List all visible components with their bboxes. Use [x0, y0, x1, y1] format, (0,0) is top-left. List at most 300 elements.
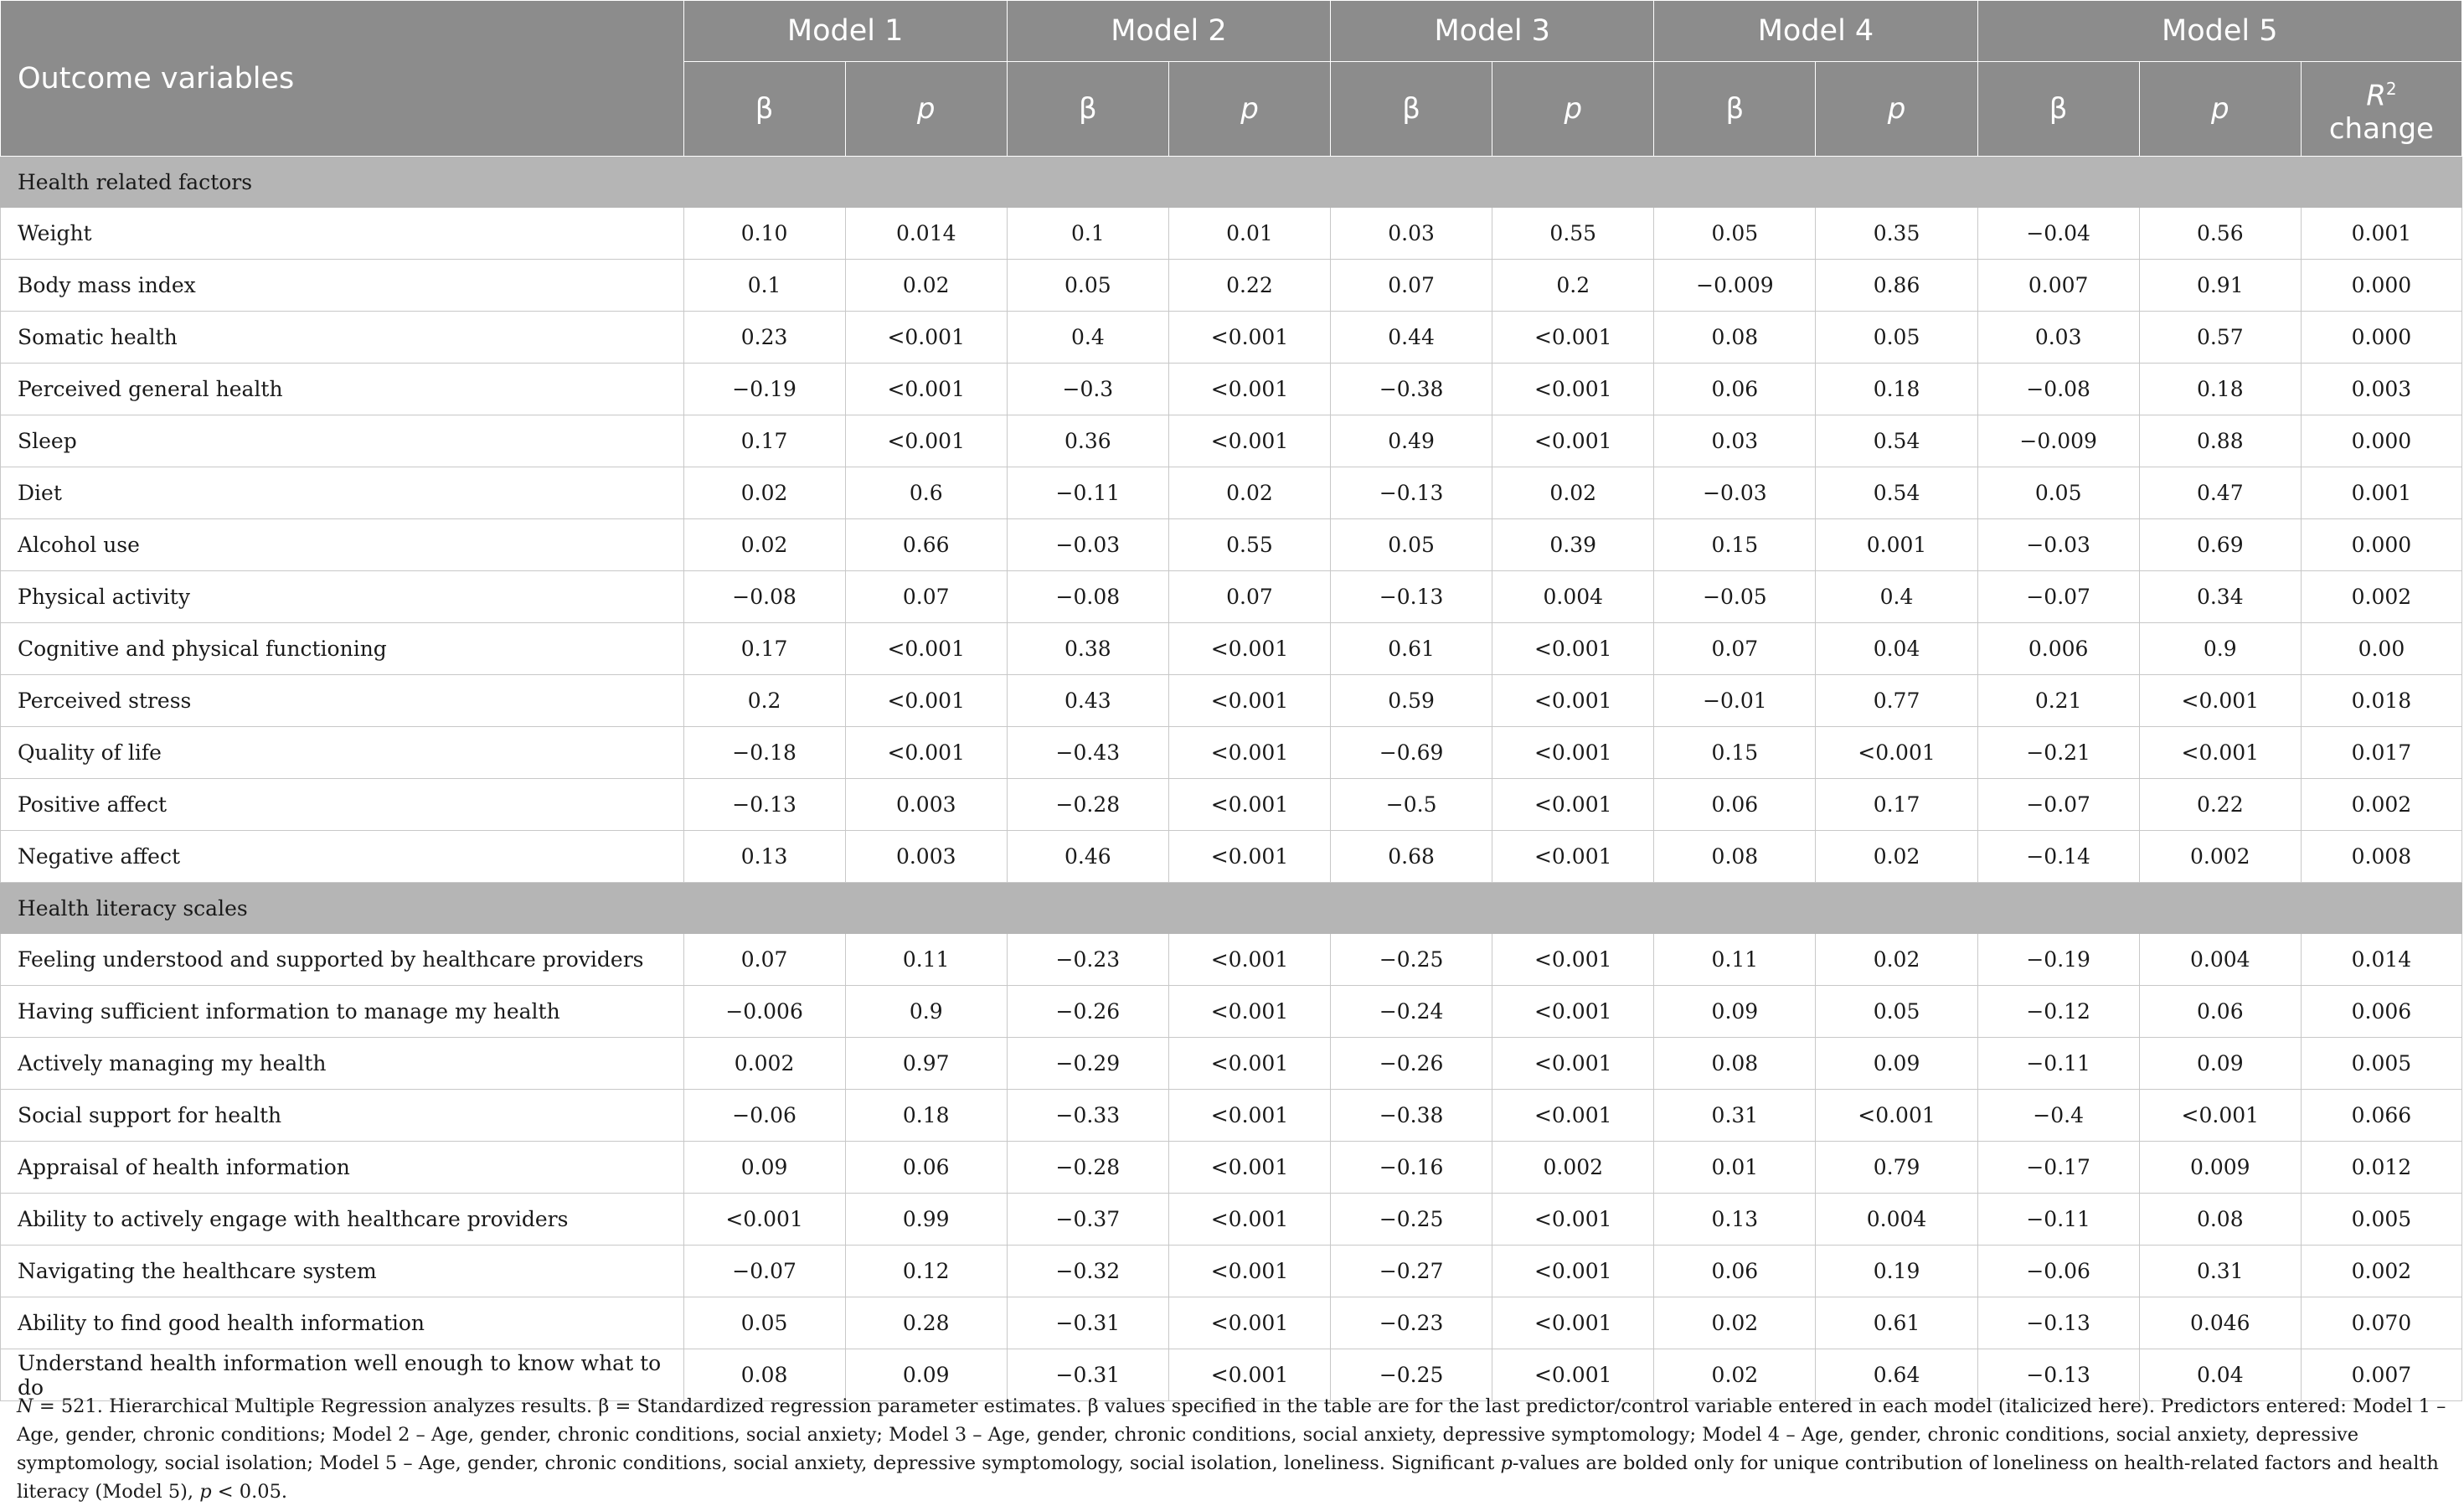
- beta-header: β: [683, 62, 845, 157]
- table-cell: −0.13: [1331, 467, 1492, 519]
- table-cell: −0.13: [1331, 571, 1492, 623]
- table-cell: 0.11: [1654, 934, 1816, 986]
- row-label: Positive affect: [1, 779, 684, 831]
- table-cell: 0.08: [683, 1349, 845, 1401]
- table-cell: 0.000: [2301, 519, 2461, 571]
- table-cell: 0.014: [2301, 934, 2461, 986]
- table-cell: −0.03: [1977, 519, 2139, 571]
- table-cell: 0.005: [2301, 1194, 2461, 1246]
- table-cell: −0.37: [1007, 1194, 1168, 1246]
- table-cell: <0.001: [1492, 623, 1654, 675]
- table-cell: 0.014: [845, 208, 1007, 260]
- table-cell: −0.25: [1331, 1194, 1492, 1246]
- table-cell: 0.002: [2139, 831, 2301, 883]
- table-cell: 0.19: [1816, 1246, 1977, 1297]
- table-cell: 0.97: [845, 1038, 1007, 1090]
- row-label: Perceived stress: [1, 675, 684, 727]
- table-cell: −0.26: [1331, 1038, 1492, 1090]
- table-cell: 0.17: [1816, 779, 1977, 831]
- table-cell: 0.09: [2139, 1038, 2301, 1090]
- table-cell: −0.16: [1331, 1142, 1492, 1194]
- section-row: [1, 157, 2462, 208]
- table-cell: 0.000: [2301, 260, 2461, 312]
- table-cell: 0.34: [2139, 571, 2301, 623]
- table-cell: 0.012: [2301, 1142, 2461, 1194]
- table-cell: 0.066: [2301, 1090, 2461, 1142]
- table-cell: 0.05: [683, 1297, 845, 1349]
- row-label: Social support for health: [1, 1090, 684, 1142]
- footnote-text-3: < 0.05.: [211, 1481, 288, 1503]
- table-cell: 0.05: [1007, 260, 1168, 312]
- table-cell: −0.07: [683, 1246, 845, 1297]
- table-cell: 0.03: [1654, 415, 1816, 467]
- footnote-text-1: = 521. Hierarchical Multiple Regression analyzes results. β = Standardized regression parameter estimates. β values specified in the table are for the last predictor/control variable entered in each model (italicized here). Predictors entered: Model 1 – Age, gender, chronic conditions; Model 2 – Age, gender, chronic conditions, social anxiety; Model 3 – Age, gender, chronic conditions, social anxiety, depressive symptomology; Model 4 – Age, gender, chronic conditions, social anxiety, depressive symptomology, social isolation; Model 5 – Age, gender, chronic conditions, social anxiety, depressive symptomology, social isolation, loneliness. Significant: [17, 1395, 2446, 1474]
- header-row-models: [1, 1, 2462, 62]
- table-cell: −0.05: [1654, 571, 1816, 623]
- table-row: [1, 1090, 2462, 1142]
- table-cell: <0.001: [845, 727, 1007, 779]
- footnote-n-symbol: N: [17, 1395, 34, 1417]
- table-cell: 0.03: [1977, 312, 2139, 364]
- model-5-header: Model 5: [1977, 1, 2461, 62]
- table-cell: 0.61: [1816, 1297, 1977, 1349]
- table-cell: 0.10: [683, 208, 845, 260]
- table-cell: <0.001: [1168, 779, 1330, 831]
- table-cell: 0.07: [1331, 260, 1492, 312]
- table-cell: −0.23: [1007, 934, 1168, 986]
- table-cell: 0.55: [1168, 519, 1330, 571]
- table-cell: <0.001: [1816, 727, 1977, 779]
- table-cell: 0.07: [1168, 571, 1330, 623]
- table-cell: 0.66: [845, 519, 1007, 571]
- table-cell: −0.07: [1977, 571, 2139, 623]
- p-header-label: p: [916, 92, 936, 126]
- table-cell: 0.9: [845, 986, 1007, 1038]
- table-cell: 0.003: [845, 831, 1007, 883]
- table-cell: −0.08: [1007, 571, 1168, 623]
- table-cell: −0.25: [1331, 934, 1492, 986]
- table-cell: 0.1: [1007, 208, 1168, 260]
- table-cell: 0.13: [683, 831, 845, 883]
- table-cell: <0.001: [1492, 986, 1654, 1038]
- table-cell: 0.02: [1168, 467, 1330, 519]
- table-cell: 0.91: [2139, 260, 2301, 312]
- table-cell: 0.09: [845, 1349, 1007, 1401]
- table-cell: −0.17: [1977, 1142, 2139, 1194]
- table-cell: <0.001: [1492, 1246, 1654, 1297]
- table-cell: <0.001: [1492, 675, 1654, 727]
- p-header-label: p: [1887, 92, 1906, 126]
- table-cell: <0.001: [845, 623, 1007, 675]
- table-cell: −0.24: [1331, 986, 1492, 1038]
- table-cell: 0.05: [1331, 519, 1492, 571]
- table-cell: 0.001: [2301, 208, 2461, 260]
- table-cell: <0.001: [1168, 1349, 1330, 1401]
- table-cell: <0.001: [2139, 675, 2301, 727]
- table-cell: <0.001: [1168, 415, 1330, 467]
- section-title: Health literacy scales: [1, 883, 2462, 934]
- table-cell: 0.08: [2139, 1194, 2301, 1246]
- table-cell: 0.44: [1331, 312, 1492, 364]
- table-cell: 0.02: [1654, 1349, 1816, 1401]
- table-cell: <0.001: [845, 415, 1007, 467]
- table-cell: 0.31: [1654, 1090, 1816, 1142]
- table-cell: 0.000: [2301, 415, 2461, 467]
- table-cell: −0.25: [1331, 1349, 1492, 1401]
- table-cell: 0.35: [1816, 208, 1977, 260]
- table-cell: −0.11: [1977, 1038, 2139, 1090]
- section-title: Health related factors: [1, 157, 2462, 208]
- beta-header: β: [1977, 62, 2139, 157]
- table-cell: <0.001: [1492, 1194, 1654, 1246]
- table-cell: −0.03: [1654, 467, 1816, 519]
- row-label: Sleep: [1, 415, 684, 467]
- table-cell: <0.001: [845, 312, 1007, 364]
- table-row: [1, 467, 2462, 519]
- table-row: [1, 779, 2462, 831]
- table-cell: −0.43: [1007, 727, 1168, 779]
- table-cell: 0.08: [1654, 1038, 1816, 1090]
- table-cell: <0.001: [1168, 364, 1330, 415]
- footnote-text-2: -values are bolded only for unique contribution of loneliness on health-related factors and health literacy (Model 5),: [17, 1452, 2439, 1503]
- row-label: Ability to find good health information: [1, 1297, 684, 1349]
- table-cell: 0.002: [1492, 1142, 1654, 1194]
- table-cell: 0.00: [2301, 623, 2461, 675]
- table-row: [1, 831, 2462, 883]
- table-cell: −0.009: [1654, 260, 1816, 312]
- table-cell: 0.004: [1492, 571, 1654, 623]
- p-header: [2139, 62, 2301, 157]
- table-cell: <0.001: [1168, 986, 1330, 1038]
- table-cell: 0.23: [683, 312, 845, 364]
- table-cell: 0.47: [2139, 467, 2301, 519]
- table-cell: <0.001: [683, 1194, 845, 1246]
- table-cell: −0.26: [1007, 986, 1168, 1038]
- table-cell: 0.54: [1816, 467, 1977, 519]
- table-cell: 0.09: [683, 1142, 845, 1194]
- table-cell: −0.006: [683, 986, 845, 1038]
- table-cell: <0.001: [1168, 1142, 1330, 1194]
- table-cell: −0.11: [1007, 467, 1168, 519]
- table-cell: 0.17: [683, 623, 845, 675]
- table-cell: 0.09: [1816, 1038, 1977, 1090]
- table-cell: 0.59: [1331, 675, 1492, 727]
- table-cell: <0.001: [1492, 1297, 1654, 1349]
- table-cell: <0.001: [1168, 1246, 1330, 1297]
- table-cell: 0.001: [1816, 519, 1977, 571]
- table-cell: <0.001: [1168, 1194, 1330, 1246]
- table-cell: 0.28: [845, 1297, 1007, 1349]
- table-cell: 0.002: [683, 1038, 845, 1090]
- beta-header: β: [1007, 62, 1168, 157]
- table-cell: −0.5: [1331, 779, 1492, 831]
- table-cell: 0.05: [1816, 312, 1977, 364]
- table-cell: −0.31: [1007, 1297, 1168, 1349]
- table-cell: −0.06: [1977, 1246, 2139, 1297]
- table-cell: 0.43: [1007, 675, 1168, 727]
- row-label: Understand health information well enough to know what to do: [1, 1349, 684, 1401]
- table-cell: <0.001: [1168, 831, 1330, 883]
- table-cell: −0.13: [1977, 1297, 2139, 1349]
- table-cell: 0.55: [1492, 208, 1654, 260]
- table-cell: <0.001: [1816, 1090, 1977, 1142]
- table-row: [1, 727, 2462, 779]
- table-cell: 0.18: [1816, 364, 1977, 415]
- table-cell: <0.001: [1168, 623, 1330, 675]
- table-cell: −0.38: [1331, 1090, 1492, 1142]
- table-cell: 0.07: [845, 571, 1007, 623]
- table-cell: −0.69: [1331, 727, 1492, 779]
- table-cell: <0.001: [1168, 312, 1330, 364]
- model-3-header: Model 3: [1331, 1, 1654, 62]
- table-cell: 0.05: [1977, 467, 2139, 519]
- table-body: [1, 157, 2462, 1401]
- table-cell: −0.12: [1977, 986, 2139, 1038]
- table-cell: <0.001: [1492, 934, 1654, 986]
- r2-change-label: change: [2328, 112, 2434, 147]
- table-cell: <0.001: [1168, 675, 1330, 727]
- table-cell: −0.4: [1977, 1090, 2139, 1142]
- row-label: Diet: [1, 467, 684, 519]
- table-cell: −0.009: [1977, 415, 2139, 467]
- table-cell: 0.12: [845, 1246, 1007, 1297]
- table-cell: 0.09: [1654, 986, 1816, 1038]
- table-cell: 0.02: [1492, 467, 1654, 519]
- p-header-label: p: [1564, 92, 1583, 126]
- table-cell: 0.4: [1816, 571, 1977, 623]
- table-cell: 0.18: [845, 1090, 1007, 1142]
- table-cell: 0.6: [845, 467, 1007, 519]
- table-cell: −0.31: [1007, 1349, 1168, 1401]
- table-cell: 0.002: [2301, 779, 2461, 831]
- table-cell: 0.070: [2301, 1297, 2461, 1349]
- table-cell: <0.001: [2139, 1090, 2301, 1142]
- table-cell: 0.49: [1331, 415, 1492, 467]
- table-cell: <0.001: [845, 675, 1007, 727]
- table-cell: −0.38: [1331, 364, 1492, 415]
- table-cell: 0.2: [1492, 260, 1654, 312]
- table-row: [1, 1246, 2462, 1297]
- r2-symbol: R: [2366, 79, 2386, 113]
- table-cell: 0.009: [2139, 1142, 2301, 1194]
- table-cell: 0.2: [683, 675, 845, 727]
- table-header: [1, 1, 2462, 157]
- table-cell: 0.02: [1816, 831, 1977, 883]
- table-cell: 0.03: [1331, 208, 1492, 260]
- table-cell: 0.01: [1654, 1142, 1816, 1194]
- table-cell: 0.02: [1816, 934, 1977, 986]
- table-cell: 0.006: [2301, 986, 2461, 1038]
- table-cell: 0.08: [1654, 831, 1816, 883]
- table-cell: <0.001: [1492, 779, 1654, 831]
- table-cell: <0.001: [1492, 312, 1654, 364]
- table-cell: 0.004: [1816, 1194, 1977, 1246]
- table-cell: 0.04: [2139, 1349, 2301, 1401]
- row-label: Cognitive and physical functioning: [1, 623, 684, 675]
- table-cell: 0.13: [1654, 1194, 1816, 1246]
- table-cell: −0.32: [1007, 1246, 1168, 1297]
- table-row: [1, 312, 2462, 364]
- table-cell: 0.39: [1492, 519, 1654, 571]
- table-cell: <0.001: [1168, 1090, 1330, 1142]
- table-row: [1, 1297, 2462, 1349]
- table-cell: 0.36: [1007, 415, 1168, 467]
- table-cell: <0.001: [1168, 934, 1330, 986]
- table-cell: 0.22: [2139, 779, 2301, 831]
- r2-change-header: [2301, 62, 2461, 157]
- table-row: [1, 519, 2462, 571]
- row-label: Having sufficient information to manage my health: [1, 986, 684, 1038]
- row-label: Somatic health: [1, 312, 684, 364]
- table-cell: 0.99: [845, 1194, 1007, 1246]
- p-header: [1492, 62, 1654, 157]
- table-cell: 0.046: [2139, 1297, 2301, 1349]
- outcome-variables-header: Outcome variables: [1, 1, 684, 157]
- model-2-header: Model 2: [1007, 1, 1330, 62]
- table-cell: −0.23: [1331, 1297, 1492, 1349]
- table-cell: <0.001: [1492, 831, 1654, 883]
- table-cell: −0.13: [1977, 1349, 2139, 1401]
- row-label: Navigating the healthcare system: [1, 1246, 684, 1297]
- table-cell: 0.08: [1654, 312, 1816, 364]
- table-cell: 0.02: [683, 467, 845, 519]
- table-cell: −0.19: [1977, 934, 2139, 986]
- table-cell: 0.64: [1816, 1349, 1977, 1401]
- table-cell: 0.007: [2301, 1349, 2461, 1401]
- section-row: [1, 883, 2462, 934]
- row-label: Alcohol use: [1, 519, 684, 571]
- table-cell: 0.38: [1007, 623, 1168, 675]
- table-cell: 0.004: [2139, 934, 2301, 986]
- table-cell: 0.02: [845, 260, 1007, 312]
- table-cell: 0.018: [2301, 675, 2461, 727]
- table-cell: 0.15: [1654, 519, 1816, 571]
- table-cell: 0.01: [1168, 208, 1330, 260]
- table-cell: −0.03: [1007, 519, 1168, 571]
- table-cell: 0.77: [1816, 675, 1977, 727]
- table-cell: −0.11: [1977, 1194, 2139, 1246]
- table-cell: −0.01: [1654, 675, 1816, 727]
- beta-header: β: [1331, 62, 1492, 157]
- table-cell: <0.001: [1168, 727, 1330, 779]
- table-cell: 0.69: [2139, 519, 2301, 571]
- table-cell: 0.000: [2301, 312, 2461, 364]
- table-cell: 0.002: [2301, 1246, 2461, 1297]
- table-cell: −0.06: [683, 1090, 845, 1142]
- table-cell: 0.07: [683, 934, 845, 986]
- table-row: [1, 986, 2462, 1038]
- beta-header: β: [1654, 62, 1816, 157]
- table-cell: 0.07: [1654, 623, 1816, 675]
- p-header-label: p: [2210, 92, 2229, 126]
- model-1-header: Model 1: [683, 1, 1007, 62]
- table-cell: <0.001: [1492, 415, 1654, 467]
- table-cell: 0.61: [1331, 623, 1492, 675]
- table-cell: <0.001: [1492, 364, 1654, 415]
- table-cell: 0.017: [2301, 727, 2461, 779]
- table-cell: −0.27: [1331, 1246, 1492, 1297]
- table-row: [1, 675, 2462, 727]
- table-cell: 0.001: [2301, 467, 2461, 519]
- table-cell: −0.08: [1977, 364, 2139, 415]
- table-cell: <0.001: [1492, 1038, 1654, 1090]
- p-header: [845, 62, 1007, 157]
- table-cell: 0.21: [1977, 675, 2139, 727]
- model-4-header: Model 4: [1654, 1, 1977, 62]
- table-cell: −0.04: [1977, 208, 2139, 260]
- table-cell: 0.003: [2301, 364, 2461, 415]
- table-cell: 0.54: [1816, 415, 1977, 467]
- table-row: [1, 208, 2462, 260]
- table-cell: <0.001: [1168, 1297, 1330, 1349]
- table-cell: −0.14: [1977, 831, 2139, 883]
- row-label: Feeling understood and supported by healthcare providers: [1, 934, 684, 986]
- table-row: [1, 934, 2462, 986]
- table-row: [1, 623, 2462, 675]
- row-label: Ability to actively engage with healthcare providers: [1, 1194, 684, 1246]
- table-cell: −0.3: [1007, 364, 1168, 415]
- table-cell: 0.007: [1977, 260, 2139, 312]
- table-cell: 0.06: [1654, 779, 1816, 831]
- table-row: [1, 260, 2462, 312]
- table-cell: −0.33: [1007, 1090, 1168, 1142]
- table-footnote: [17, 1392, 2450, 1506]
- table-cell: 0.06: [1654, 1246, 1816, 1297]
- table-cell: −0.08: [683, 571, 845, 623]
- table-cell: 0.46: [1007, 831, 1168, 883]
- p-header: [1168, 62, 1330, 157]
- table-cell: <0.001: [1492, 1349, 1654, 1401]
- table-cell: 0.88: [2139, 415, 2301, 467]
- table-cell: 0.06: [2139, 986, 2301, 1038]
- table-cell: 0.05: [1816, 986, 1977, 1038]
- table-cell: 0.22: [1168, 260, 1330, 312]
- table-cell: −0.18: [683, 727, 845, 779]
- table-cell: −0.13: [683, 779, 845, 831]
- table-cell: −0.29: [1007, 1038, 1168, 1090]
- p-header-label: p: [1240, 92, 1259, 126]
- row-label: Quality of life: [1, 727, 684, 779]
- table-cell: 0.05: [1654, 208, 1816, 260]
- table-cell: 0.15: [1654, 727, 1816, 779]
- table-cell: 0.9: [2139, 623, 2301, 675]
- table-cell: 0.008: [2301, 831, 2461, 883]
- row-label: Body mass index: [1, 260, 684, 312]
- table-cell: 0.06: [1654, 364, 1816, 415]
- table-cell: 0.02: [683, 519, 845, 571]
- table-cell: 0.17: [683, 415, 845, 467]
- table-cell: <0.001: [1168, 1038, 1330, 1090]
- table-cell: <0.001: [1492, 1090, 1654, 1142]
- table-cell: 0.1: [683, 260, 845, 312]
- table-cell: −0.19: [683, 364, 845, 415]
- table-cell: −0.07: [1977, 779, 2139, 831]
- row-label: Perceived general health: [1, 364, 684, 415]
- table-row: [1, 1038, 2462, 1090]
- table-cell: 0.005: [2301, 1038, 2461, 1090]
- table-cell: 0.57: [2139, 312, 2301, 364]
- table-cell: 0.06: [845, 1142, 1007, 1194]
- table-row: [1, 1194, 2462, 1246]
- table-cell: 0.86: [1816, 260, 1977, 312]
- r2-superscript: 2: [2385, 78, 2397, 99]
- table-cell: 0.002: [2301, 571, 2461, 623]
- table-cell: −0.28: [1007, 1142, 1168, 1194]
- table-cell: 0.31: [2139, 1246, 2301, 1297]
- table-cell: <0.001: [2139, 727, 2301, 779]
- table-cell: 0.02: [1654, 1297, 1816, 1349]
- row-label: Actively managing my health: [1, 1038, 684, 1090]
